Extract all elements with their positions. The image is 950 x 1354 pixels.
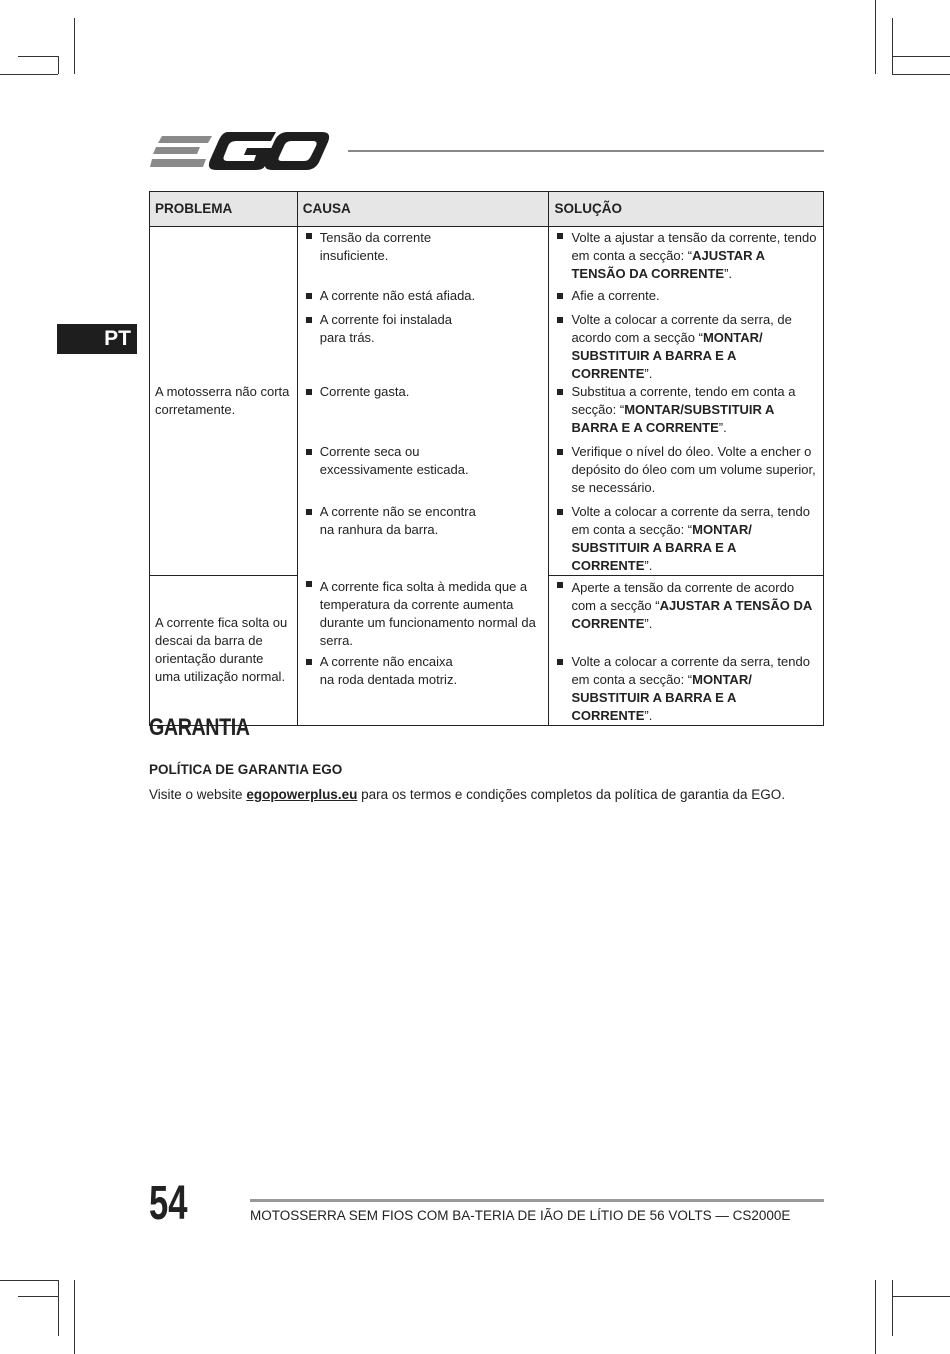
solution-text: Substitua a corrente, tendo em conta a secção: “MONTAR/SUBSTITUIR A BARRA E A CORRENTE”. xyxy=(549,383,823,437)
header-rule xyxy=(348,150,824,152)
paragraph-text: Visite o website xyxy=(149,787,247,802)
crop-mark xyxy=(892,1296,950,1297)
solution-cell xyxy=(549,443,824,503)
problem-text: A corrente fica solta ou descai da barra de orientação durante uma utilização normal. xyxy=(155,615,288,685)
solution-text: Volte a ajustar a tensão da corrente, tendo em conta a secção: “AJUSTAR A TENSÃO DA CORRENTE”. xyxy=(549,227,823,283)
crop-mark xyxy=(18,56,58,57)
cause-cell xyxy=(297,443,549,503)
cause-cell xyxy=(297,503,549,576)
solution-cell xyxy=(549,383,824,443)
crop-mark xyxy=(875,1280,876,1354)
footer-rule xyxy=(250,1199,824,1202)
cause-cell xyxy=(297,653,549,726)
solution-cell xyxy=(549,227,824,287)
troubleshooting-table xyxy=(149,191,824,726)
cause-text: A corrente não está afiada. xyxy=(298,287,549,305)
cause-text: A corrente não se encontra na ranhura da barra. xyxy=(298,503,484,539)
cause-text: Corrente gasta. xyxy=(298,383,549,401)
paragraph-text: para os termos e condições completos da política de garantia da EGO. xyxy=(357,787,786,802)
cause-cell xyxy=(297,311,549,383)
section-title: GARANTIA xyxy=(149,714,250,741)
problem-text: A motosserra não corta corretamente. xyxy=(155,383,290,417)
cause-text: Tensão da corrente insuficiente. xyxy=(298,227,464,265)
solution-cell xyxy=(549,653,824,726)
crop-mark xyxy=(18,1296,58,1297)
footer-text: MOTOSSERRA SEM FIOS COM BA-TERIA DE IÃO DE LÍTIO DE 56 VOLTS — CS2000E xyxy=(250,1208,791,1223)
header-solution: SOLUÇÃO xyxy=(549,192,824,227)
solution-text: Volte a colocar a corrente da serra, de acordo com a secção “MONTAR/ SUBSTITUIR A BARRA E A CORRENTE”. xyxy=(549,311,823,383)
warranty-paragraph xyxy=(149,787,785,802)
page-number: 54 xyxy=(149,1177,188,1230)
cause-cell xyxy=(297,575,549,653)
header-problem: PROBLEMA xyxy=(150,192,298,227)
cause-text: A corrente fica solta à medida que a temperatura da corrente aumenta durante um funcionamento normal da serra. xyxy=(298,575,549,650)
cause-text: Corrente seca ou excessivamente esticada. xyxy=(298,443,474,479)
solution-text: Afie a corrente. xyxy=(549,287,823,305)
crop-mark xyxy=(0,1280,58,1281)
solution-text: Verifique o nível do óleo. Volte a encher o depósito do óleo com um volume superior, se necessário. xyxy=(549,443,823,497)
problem-cell xyxy=(150,575,298,726)
section-subtitle: POLÍTICA DE GARANTIA EGO xyxy=(149,762,343,777)
problem-cell xyxy=(150,227,298,576)
crop-mark xyxy=(74,18,75,74)
cause-cell xyxy=(297,227,549,287)
solution-cell xyxy=(549,575,824,653)
website-link[interactable]: egopowerplus.eu xyxy=(246,787,358,802)
crop-mark xyxy=(0,74,58,75)
solution-cell xyxy=(549,503,824,576)
solution-text: Volte a colocar a corrente da serra, tendo em conta a secção: “MONTAR/ SUBSTITUIR A BARRA E A CORRENTE”. xyxy=(549,503,823,575)
crop-mark xyxy=(892,56,950,57)
crop-mark xyxy=(875,0,876,74)
solution-cell xyxy=(549,287,824,311)
crop-mark xyxy=(58,1280,59,1336)
solution-text: Aperte a tensão da corrente de acordo com a secção “AJUSTAR A TENSÃO DA CORRENTE”. xyxy=(549,576,823,633)
ego-logo xyxy=(150,130,330,172)
crop-mark xyxy=(892,1280,893,1336)
cause-text: A corrente foi instalada para trás. xyxy=(298,311,484,347)
header-cause: CAUSA xyxy=(297,192,549,227)
cause-cell xyxy=(297,383,549,443)
crop-mark xyxy=(74,1280,75,1354)
solution-text: Volte a colocar a corrente da serra, tendo em conta a secção: “MONTAR/ SUBSTITUIR A BARRA E A CORRENTE”. xyxy=(549,653,823,725)
crop-mark xyxy=(892,74,950,75)
solution-cell xyxy=(549,311,824,383)
cause-cell xyxy=(297,287,549,311)
crop-mark xyxy=(892,18,893,74)
crop-mark xyxy=(58,56,59,74)
language-tab: PT xyxy=(57,324,137,354)
cause-text: A corrente não encaixa na roda dentada motriz. xyxy=(298,653,474,689)
